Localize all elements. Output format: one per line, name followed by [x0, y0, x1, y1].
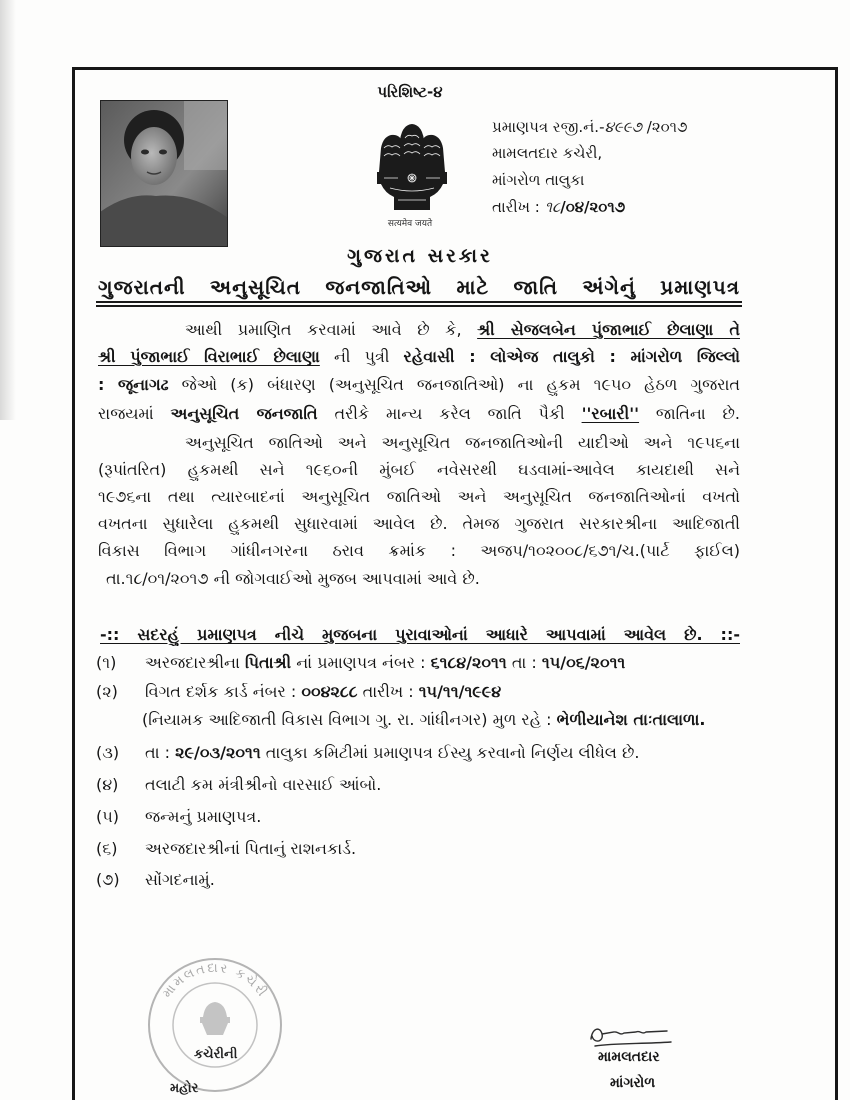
- evidence-item-2: [145, 681, 765, 703]
- state-text: રાજયમાં: [98, 404, 154, 423]
- issue-date-month-year: /૦૪/૨૦૧૭: [560, 198, 626, 216]
- relation-text: ની પુત્રી: [333, 347, 390, 366]
- issuing-office: મામલતદાર કચેરી,: [492, 144, 603, 162]
- residence-text: રહેવાસી : લોએજ તાલુકો : માંગરોળ જિલ્લો: [403, 347, 740, 366]
- item-father: પિતાશ્રી: [244, 653, 292, 672]
- evidence-item-number: (૭): [96, 870, 120, 889]
- item-certificate-number: ૬૧૮૪/૨૦૧૧: [430, 653, 507, 672]
- certification-intro: આથી પ્રમાણિત કરવામાં આવે છે કે,: [185, 320, 462, 339]
- amendment-line-3: ૧૯૭૬ના તથા ત્યારબાદનાં અનુસૂચિત જાતિઓ અને અનુસૂચિત જનજાતિઓનાં વખતો: [98, 487, 740, 506]
- caste-suffix: જાતિના છે.: [655, 404, 740, 423]
- evidence-item-number: (૨): [96, 682, 118, 701]
- seal-ring-text: મામલતદાર કચેરી: [159, 960, 271, 1001]
- signatory-designation: મામલતદાર: [598, 1049, 660, 1065]
- registration-year: /૨૦૧૭: [646, 118, 688, 136]
- title-rule-top: [96, 301, 742, 303]
- seal-label-line-2: મહોર: [170, 1081, 199, 1096]
- state-emblem-icon: [372, 118, 452, 218]
- certification-line-4: [98, 403, 740, 425]
- item-date: ૧૫/૦૬/૨૦૧૧: [541, 653, 626, 672]
- category-text: અનુસૂચિત જનજાતિ: [170, 404, 318, 423]
- registration-number: ૪૯૯૭: [604, 118, 642, 136]
- evidence-item-number: (૬): [96, 839, 118, 858]
- office-seal-stamp: [145, 955, 285, 1095]
- annexure-label: પરિશિષ્ટ-૪: [377, 83, 443, 101]
- applicant-name: શ્રી સેજલબેન પુંજાભાઈ છેલાણા તે: [477, 320, 740, 339]
- svg-text:મામલતદાર કચેરી: [160, 961, 271, 1001]
- item-text: વિગત દર્શક કાર્ડ નંબર :: [145, 682, 297, 701]
- evidence-item-3: [145, 742, 765, 764]
- evidence-heading: -:: સદરહું પ્રમાણપત્ર નીચે મુજબના પુરાવાઓનાં આધારે આપવામાં આવેલ છે. ::-: [100, 625, 740, 644]
- item-text: નાં પ્રમાણપત્ર નંબર :: [296, 653, 426, 672]
- amendment-line-4: વખતના સુધારેલા હુકમથી સુધારવામાં આવેલ છે. તેમજ ગુજરાત સરકારશ્રીના આદિજાતી: [98, 514, 740, 533]
- evidence-item-4: તલાટી કમ મંત્રીશ્રીનો વારસાઈ આંબો.: [145, 775, 382, 794]
- item-date: ૨૯/૦૩/૨૦૧૧: [175, 743, 261, 762]
- evidence-item-number: (૪): [96, 775, 119, 794]
- evidence-item-1: [145, 652, 765, 674]
- certification-line-1: [185, 319, 740, 341]
- item-card-number: ૦૦૪૨૮૮: [301, 682, 358, 701]
- district-text: : જૂનાગઢ: [98, 375, 169, 394]
- issue-date-line: [492, 197, 812, 217]
- item-text: તાલુકા કમિટીમાં પ્રમાણપત્ર ઈસ્યુ કરવાનો નિર્ણય લીધેલ છે.: [265, 743, 640, 762]
- issuing-taluka: માંગરોળ તાલુકા: [492, 171, 585, 189]
- item-date-label: તારીખ :: [362, 682, 414, 701]
- evidence-item-number: (૧): [96, 653, 117, 672]
- amendment-line-1: અનુસૂચિત જાતિઓ અને અનુસૂચિત જનજાતિઓની યાદીઓ અને ૧૯૫૬ના: [185, 433, 740, 452]
- father-name: શ્રી પુંજાભાઈ વિરાભાઈ છેલાણા: [98, 347, 320, 366]
- registration-label: પ્રમાણપત્ર રજી.નં.-: [492, 118, 605, 136]
- item-date-label: તા :: [511, 653, 537, 672]
- evidence-item-2-continued: [142, 709, 765, 731]
- order-text: જેઓ (ક) બંધારણ (અનુસૂચિત જનજાતિઓ) ના હુકમ ૧૯૫૦ હેઠળ ગુજરાત: [181, 375, 740, 394]
- amendment-line-5: વિકાસ વિભાગ ગાંધીનગરના ઠરાવ ક્રમાંક : અજપ/૧૦૨૦૦૮/૬૭૧/ચ.(પાર્ટ ફાઈલ): [98, 541, 740, 560]
- caste-name: ''રબારી'': [581, 404, 640, 423]
- certificate-title: ગુજરાતની અનુસૂચિત જનજાતિઓ માટે જાતિ અંગેનું પ્રમાણપત્ર: [98, 275, 740, 299]
- scan-edge-shadow: [0, 0, 16, 420]
- evidence-item-6: અરજદારશ્રીનાં પિતાનું રાશનકાર્ડ.: [145, 839, 357, 858]
- title-rule-bottom: [96, 305, 742, 307]
- certification-line-2: [98, 346, 740, 368]
- item-date: ૧૫/૧૧/૧૯૯૪: [418, 682, 502, 701]
- evidence-item-5: જન્મનું પ્રમાણપત્ર.: [145, 807, 262, 826]
- item-date-label: તા :: [145, 743, 171, 762]
- emblem-motto: सत्यमेव जयते: [387, 219, 433, 229]
- item-origin-label: મુળ રહે :: [492, 710, 552, 729]
- applicant-photo: [100, 100, 228, 247]
- evidence-item-number: (૩): [96, 743, 120, 762]
- signature-icon: [585, 1017, 675, 1051]
- government-heading: ગુજરાત સરકાર: [347, 245, 493, 267]
- issue-date-label: તારીખ :: [492, 198, 540, 216]
- evidence-item-number: (૫): [96, 807, 119, 826]
- item-origin: ભેળીયાનેશ તાઃતાલાળા.: [556, 710, 706, 729]
- seal-label-line-1: કચેરીની: [194, 1047, 238, 1062]
- evidence-item-7: સોંગદનામું.: [145, 870, 215, 889]
- recognised-text: તરીકે માન્ય કરેલ જાતિ પૈકી: [334, 404, 565, 423]
- item-issuer: (નિયામક આદિજાતી વિકાસ વિભાગ ગુ. રા. ગાંધીનગર): [142, 710, 488, 729]
- signatory-place: માંગરોળ: [610, 1075, 656, 1091]
- certification-line-3: [98, 374, 740, 396]
- item-text: અરજદારશ્રીના: [145, 653, 240, 672]
- registration-number-line: [492, 117, 812, 137]
- amendment-line-6: તા.૧૮/૦૧/૨૦૧૭ ની જોગવાઈઓ મુજબ આપવામાં આવે છે.: [106, 569, 480, 588]
- issue-date-day: ૧૮: [544, 198, 561, 216]
- amendment-line-2: (રૂપાંતરિત) હુકમથી સને ૧૯૬૦ની મુંબઈ નવેસરથી ઘડવામાં-આવેલ કાયદાથી સને: [98, 460, 740, 479]
